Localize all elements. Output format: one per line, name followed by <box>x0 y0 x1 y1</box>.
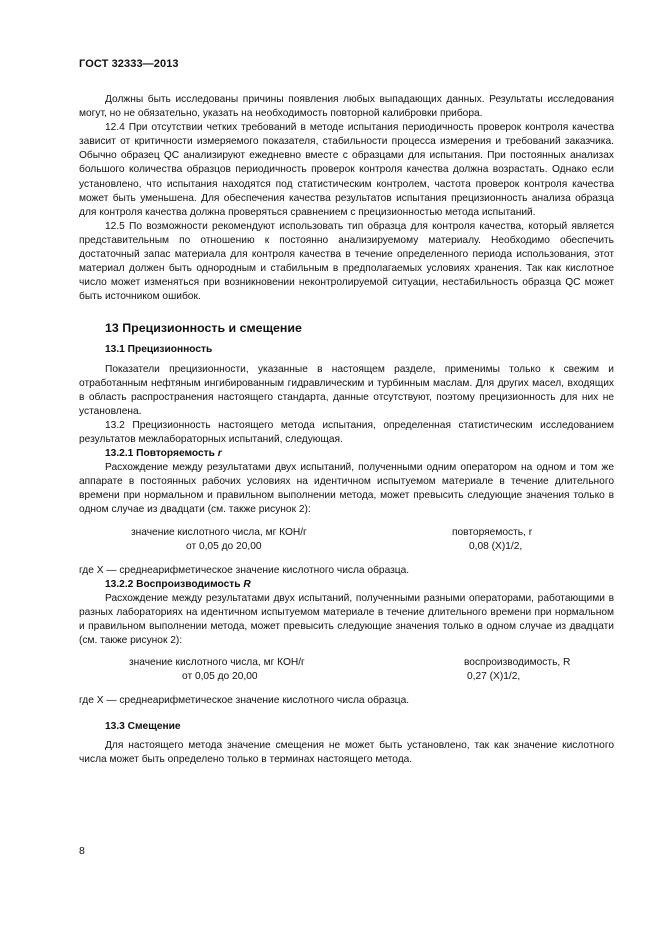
formula2-left-label: значение кислотного числа, мг КОН/г <box>129 657 305 669</box>
repeatability-symbol: r <box>217 448 222 460</box>
formula1-left-range: от 0,05 до 20,00 <box>186 540 262 552</box>
paragraph-13-2: 13.2 Прецизионность настоящего метода испытания, определенная статистическим исследованием результатов межлабораторных испытаний, следующая. <box>79 419 614 445</box>
section-13-1-title: 13.1 Прецизионность <box>105 344 213 356</box>
document-body <box>79 93 614 767</box>
formula2-right-label: воспроизводимость, R <box>464 657 571 669</box>
section-13-2-2-label: 13.2.2 Воспроизводимость <box>105 578 241 590</box>
formula1-right-label: повторяемость, r <box>452 526 533 538</box>
standard-header: ГОСТ 32333—2013 <box>79 58 179 70</box>
section-13-2-1-title <box>105 447 614 461</box>
section-13-2-2-title <box>105 578 614 592</box>
paragraph-13-3: Для настоящего метода значение смещения не может быть установлено, так как значение кислотного числа может быть определено только в терминах настоящего метода. <box>79 740 614 766</box>
section-13-title: 13 Прецизионность и смещение <box>105 321 302 336</box>
formula2-right-value: 0,27 (X)1/2, <box>467 671 521 683</box>
paragraph-12-4: 12.4 При отсутствии четких требований в методе испытания периодичность проверок контроля качества зависит от критичности измеряемого показателя, стабильности процесса измерения и требований заказчика. Обычно образец QC анализируют ежедневно вместе с образцами для испытания. При постоянных анализах большого количества образцов периодичность проверок контроля качества должна возрастать. Однако если установлено, что испытания находятся под статистическим контролем, частота проверок контроля качества может быть уменьшена. Для обеспечения качества результатов испытания прецизионность анализа образца для контроля качества должна проверяться сравнением с прецизионностью метода испытаний. <box>79 122 614 218</box>
paragraph-13-2-2: Расхождение между результатами двух испытаний, полученными разными операторами, работающими в разных лабораториях на идентичном испытуемом материале в течение длительного времени при нормальном и правильном выполнении метода, может превысить следующие значения только в одном случае из двадцати (см. также рисунок 2): <box>79 592 614 646</box>
formula1-right-value: 0,08 (X)1/2, <box>469 540 523 552</box>
paragraph-13-1: Показатели прецизионности, указанные в настоящем разделе, применимы только к свежим и отработанным нефтяным ингибированным гидравлическим и турбинным маслам. Для других масел, входящих в область распространения настоящего стандарта, данные отсутствуют, поэтому прецизионность для них не установлена. <box>79 363 614 417</box>
where-note-1: где X — среднеарифметическое значение кислотного числа образца. <box>79 564 410 576</box>
reproducibility-symbol: R <box>243 578 251 590</box>
formula1-left-label: значение кислотного числа, мг КОН/г <box>131 526 307 538</box>
reproducibility-formula <box>79 656 614 686</box>
where-note-2: где X — среднеарифметическое значение кислотного числа образца. <box>79 695 410 707</box>
page-number: 8 <box>79 845 85 857</box>
paragraph-13-2-1: Расхождение между результатами двух испытаний, полученными одним оператором на одном и том же аппарате в постоянных рабочих условиях на идентичном испытуемом материале в течение длительного времени при нормальном и правильном выполнении метода, может превысить следующие значения только в одном случае из двадцати (см. также рисунок 2): <box>79 462 614 516</box>
section-13-3-title: 13.3 Смещение <box>105 721 181 733</box>
repeatability-formula <box>79 526 614 556</box>
paragraph-outliers: Должны быть исследованы причины появления любых выпадающих данных. Результаты исследования могут, но не обязательно, указать на необходимость повторной калибровки прибора. <box>79 94 614 120</box>
section-13-2-1-label: 13.2.1 Повторяемость <box>105 448 215 460</box>
paragraph-12-5: 12.5 По возможности рекомендуют использовать тип образца для контроля качества, который является представительным по отношению к постоянно анализируемому материалу. Необходимо обеспечить достаточный запас материала для контроля качества в течение определенного периода использования, этот материал должен быть однородным и стабильным в предполагаемых условиях хранения. Так как кислотное число может изменяться при возникновении неконтролируемой ситуации, нестабильность образца QC может быть источником ошибок. <box>79 220 614 303</box>
formula2-left-range: от 0,05 до 20,00 <box>182 671 258 683</box>
